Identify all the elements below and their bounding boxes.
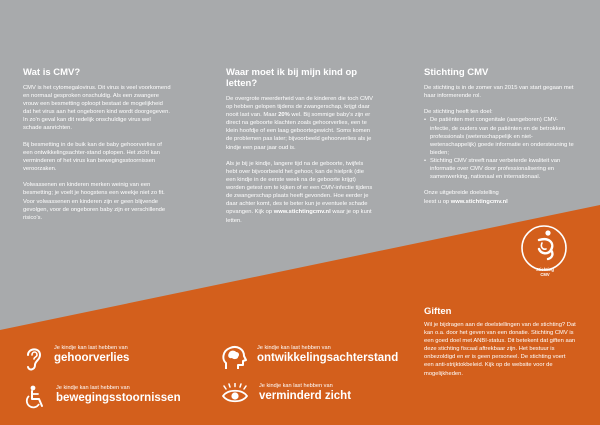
feature-text	[257, 345, 398, 365]
feature-developmental-delay	[221, 345, 398, 371]
feature-hearing-loss	[24, 345, 129, 373]
giften-heading: Giften	[424, 306, 452, 317]
goal-item: • Stichting CMV streeft naar verbeterde kwaliteit van informatie over CMV door professionalisering en samenwerking, nationaal en internationaal.	[424, 157, 576, 181]
what-is-cmv-paragraph-3: Volwassenen en kinderen merken weinig van een besmetting; je voelt je hoogstens een weekje niet zo fit. Voor volwassenen en kinderen zijn er geen blijvende gevolgen, voor de ongeboren baby zijn er verschillende risico's.	[23, 182, 166, 221]
what-is-cmv-paragraph-2: Bij besmetting in de buik kan de baby gehoorverlies of een ontwikkelingsachter-stand oplopen. Het zicht kan verminderen of het virus kan bewegingsstoornissen veroorzaken.	[23, 141, 162, 173]
head-brain-icon	[221, 345, 247, 371]
what-to-watch-paragraph-2	[226, 160, 374, 225]
logo-label	[531, 268, 559, 278]
goal-list	[424, 116, 576, 181]
feature-text	[56, 385, 181, 405]
website-link[interactable]: www.stichtingcmv.nl	[450, 198, 508, 205]
what-is-cmv-heading: Wat is CMV?	[23, 67, 81, 78]
feature-text	[259, 383, 351, 403]
feature-title: bewegingsstoornissen	[56, 392, 181, 404]
what-is-cmv-column	[23, 67, 171, 230]
feature-caption: Je kindje kan last hebben van	[259, 383, 333, 389]
feature-title: gehoorverlies	[54, 352, 130, 364]
feature-caption: Je kindje kan last hebben van	[54, 345, 128, 351]
giften-text: Wil je bijdragen aan de doelstellingen van de stichting? Dat kan o.a. door het geven van een donatie. Stichting CMV is een goed doel met ANBI-status. Dit betekent dat giften aan deze stichting fiscaal aftrekbaar zijn. Het bestuur is onbezoldigd en er is geen personeel. De stichting voert een anti-strijktokbeleid. Kijk op de website voor de mogelijkheden.	[424, 322, 576, 377]
feature-movement-disorders	[24, 385, 181, 411]
eye-icon	[221, 383, 249, 405]
stichting-intro: De stichting is in de zomer van 2015 van start gegaan met haar informerende rol.	[424, 85, 574, 100]
website-link[interactable]: www.stichtingcmv.nl	[273, 209, 331, 216]
stichting-cmv-heading: Stichting CMV	[424, 67, 489, 78]
feature-title: ontwikkelingsachterstand	[257, 352, 399, 364]
logo-label-line: CMV	[540, 271, 550, 277]
stichting-cmv-column	[424, 67, 576, 214]
paragraph-text: Als je bij je kindje, langere tijd na de geboorte, twijfels hebt over bijvoorbeeld het gehoor, kan de hielprik (die een kindje in de eerste week na de geboorte krijgt) worden getest om te kijken of er een CMV-infectie tijdens de zwangerschap plaats heeft gevonden. Hoe eerder je daar achter komt, des te beter kun je eventuele schade opvangen. Kijk op	[226, 160, 373, 216]
ear-icon	[24, 345, 44, 373]
paragraph-text: Onze uitgebreide doelstelling	[424, 190, 499, 197]
percentage-highlight: 20%	[278, 112, 290, 119]
feature-reduced-vision	[221, 383, 351, 405]
paragraph-text: waar je op kunt letten.	[226, 209, 372, 224]
logo-label-line: Stichting	[536, 267, 554, 272]
feature-title: verminderd zicht	[259, 390, 352, 402]
wheelchair-icon	[24, 385, 46, 411]
what-is-cmv-paragraph-1: CMV is het cytomegalovirus. Dit virus is veel voorkomend en normaal gesproken onschuldig. Als een zwangere vrouw een besmetting oploopt bestaat de mogelijkheid dat het virus aan het ongeboren kind wordt doorgegeven. In zo'n geval kan dit redelijk onschuldige virus wel schade aanrichten.	[23, 85, 171, 132]
goal-item: • De patiënten met congenitale (aangeboren) CMV-infectie, de ouders van de patiënten en de betrokken professionals (wetenschappelijk en niet-wetenschappelijk) goede informatie en ondersteuning te bieden;	[424, 116, 576, 156]
feature-caption: Je kindje kan last hebben van	[56, 385, 130, 391]
what-to-watch-paragraph-1	[226, 95, 374, 152]
feature-caption: Je kindje kan last hebben van	[257, 345, 331, 351]
what-to-watch-column	[226, 67, 374, 233]
stichting-goal-intro: De stichting heeft ten doel:	[424, 109, 493, 116]
paragraph-text: leest u op	[424, 198, 451, 205]
giften-section	[424, 306, 576, 378]
feature-text	[54, 345, 129, 365]
paragraph-text: De overgrote meerderheid van de kinderen die toch CMV op hebben gelopen tijdens de zwangerschap, krijgt daar nooit last van. Maar	[226, 96, 373, 119]
paragraph-text: wel. Bij sommige baby's zijn er direct na geboorte klachten zoals gehoorverlies, een te klein hoofdje of een laag geboortegewicht. Soms komen de problemen pas later; bijvoorbeeld gehoorverlies als je kindje een paar jaar oud is.	[226, 112, 372, 151]
stichting-cmv-logo-icon	[521, 225, 567, 271]
what-to-watch-heading: Waar moet ik bij mijn kind op letten?	[226, 67, 358, 89]
stichting-website-note	[424, 189, 576, 205]
